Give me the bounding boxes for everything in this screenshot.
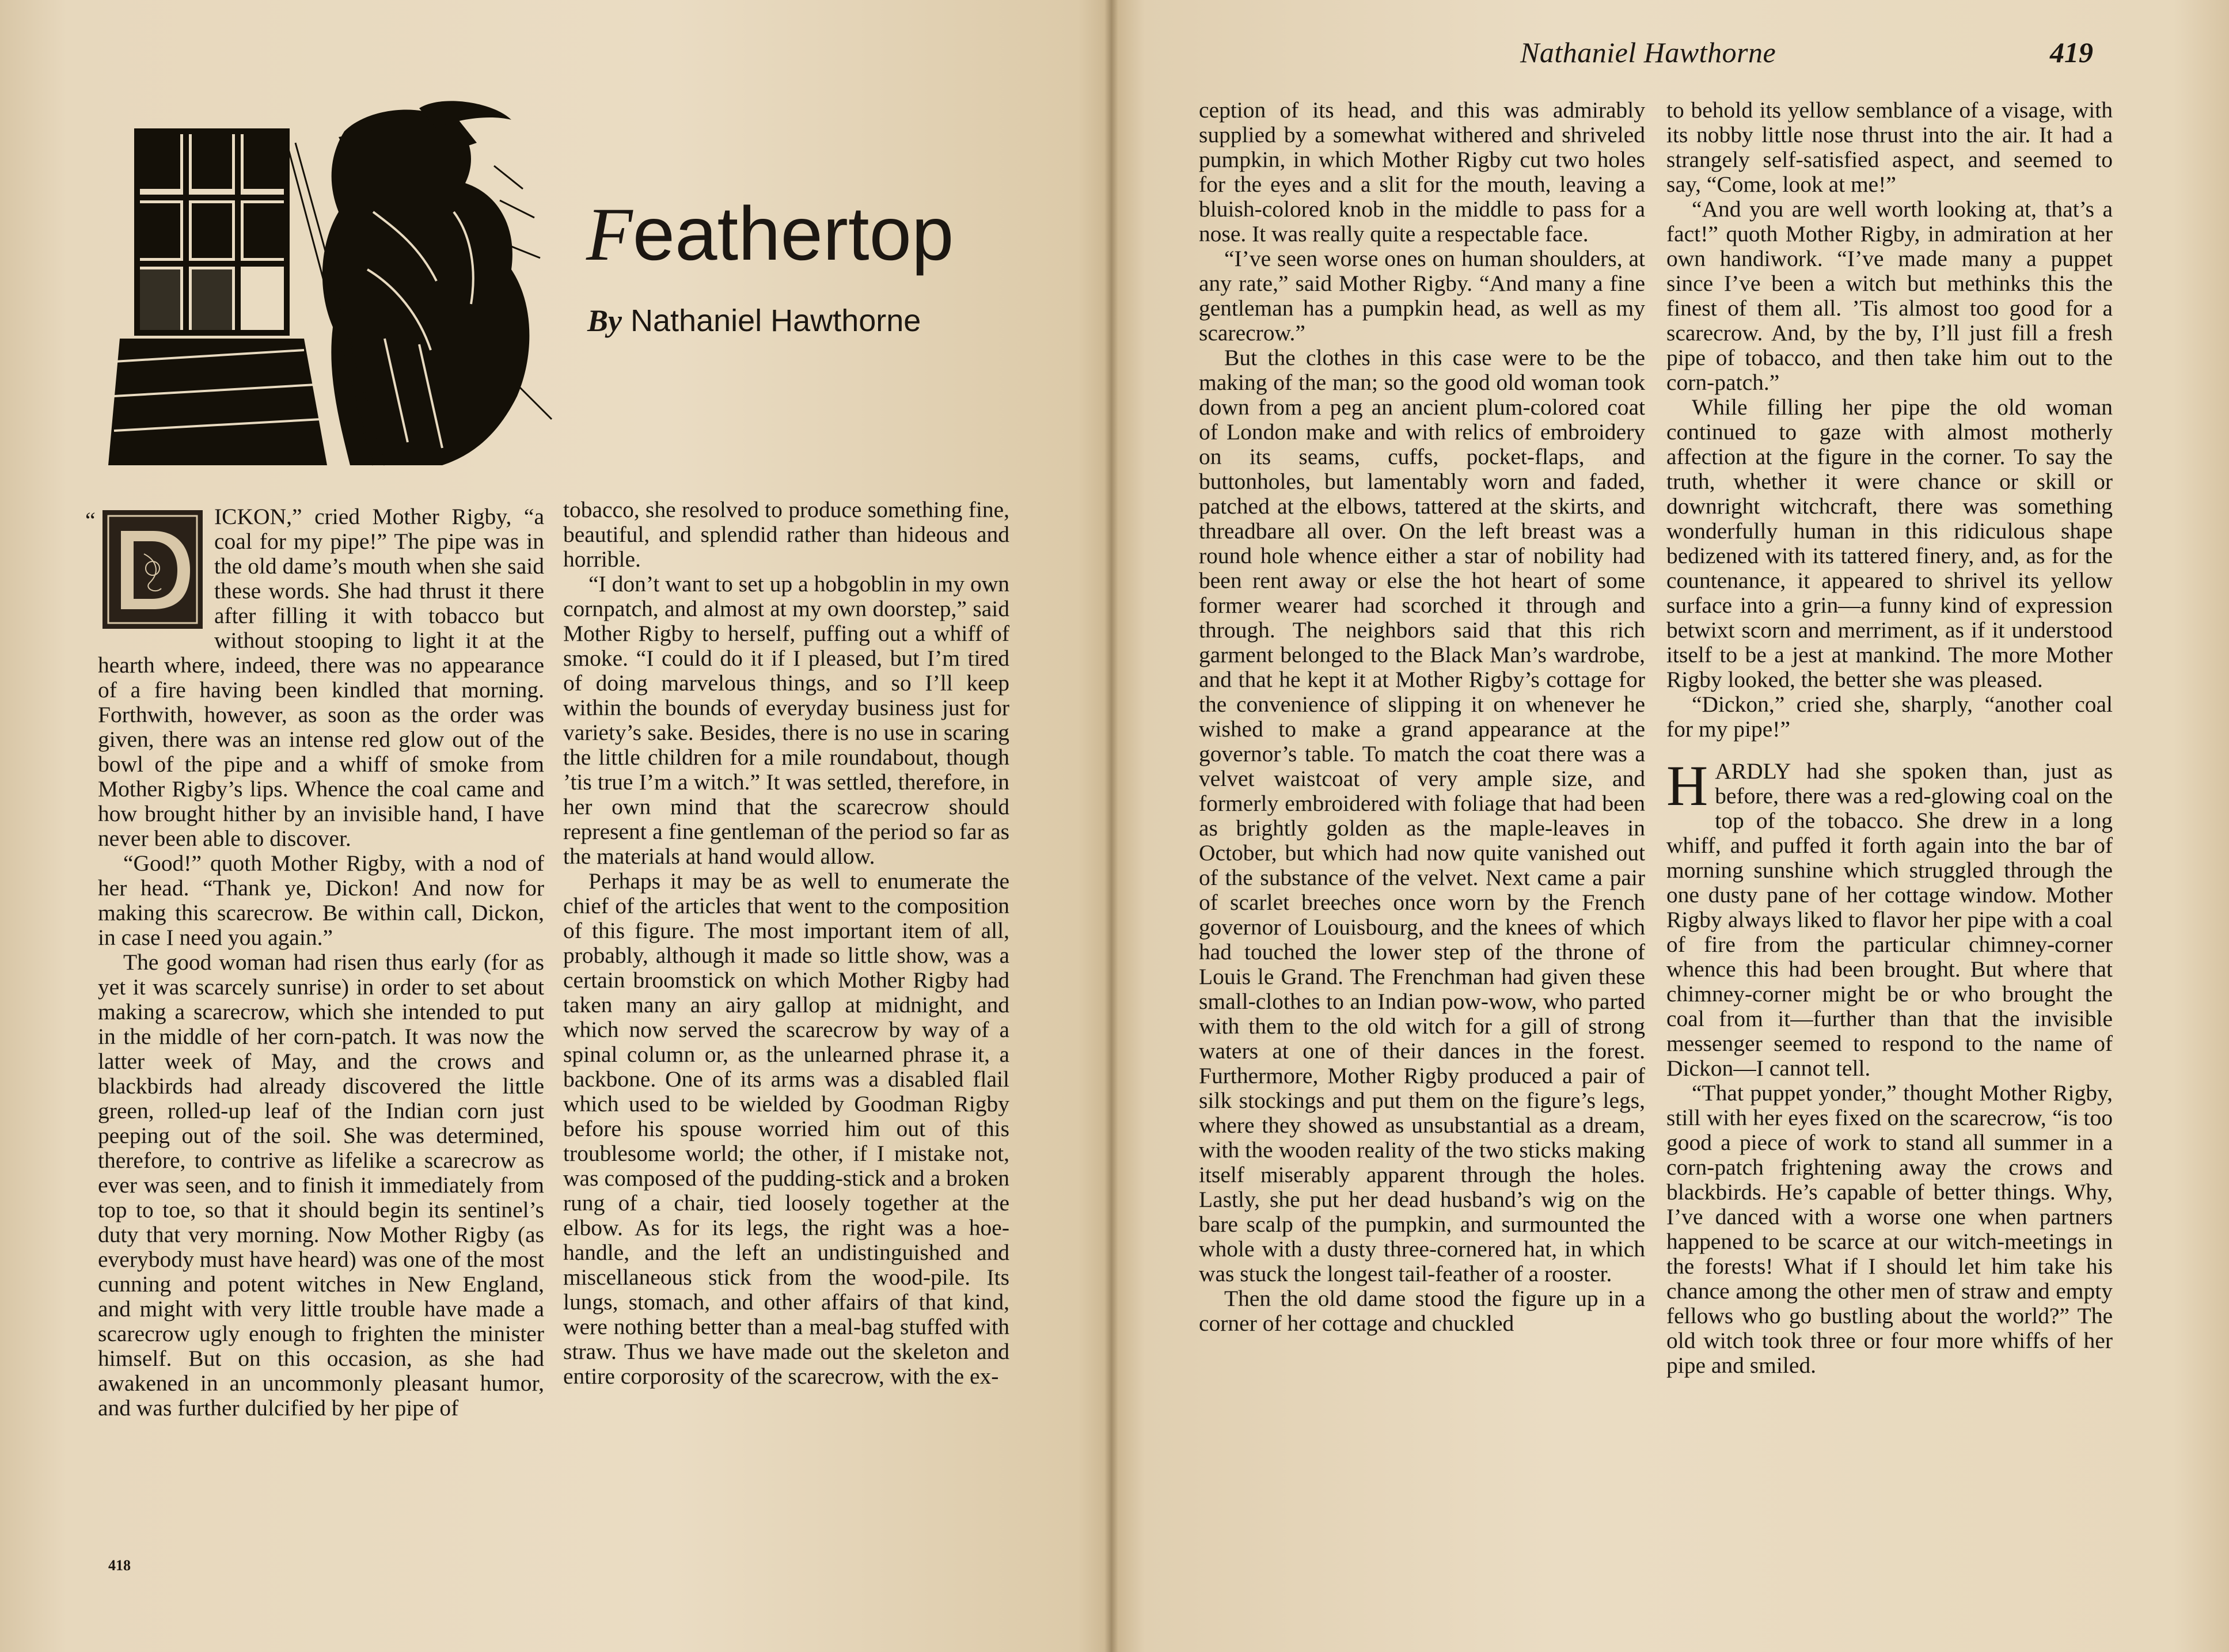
col1-para-3: The good woman had risen thus early (for as yet it was scarcely sunrise) in order to set about making a scarecrow, which she intended to put in the middle of her corn-patch. It was now the latter week of May, and the crows and blackbirds had already discovered the little green, rolled-up leaf of the Indian corn just peeping out of the soil. She was determined, therefore, to contrive as lifelike a scarecrow as ever was seen, and to finish it immediately from top to toe, so that it should begin its sentinel’s duty that very morning. Now Mother Rigby (as everybody must have heard) was one of the most cunning and potent witches in New England, and might with very little trouble have made a scarecrow ugly enough to frighten the minister himself. But on this occasion, as she had awakened in an uncommonly pleasant humor, and was further dulcified by her pipe of	[98, 950, 544, 1421]
col4-section2-para-2: “That puppet yonder,” thought Mother Rigby, still with her eyes fixed on the scarecrow, “is too good a piece of work to stand all summer in a corn-patch frightening away the crows and blackbirds. He’s capable of better things. Why, I’ve danced with a worse one when partners happened to be scarce at our witch-meetings in the forests! What if I should let him take his chance among the other men of straw and empty fellows who go bustling about the world?” The old witch took three or four more whiffs of her pipe and smiled.	[1666, 1080, 2113, 1378]
column-4	[1666, 98, 2113, 1378]
story-title	[586, 191, 1058, 276]
byline-author: Nathaniel Hawthorne	[631, 303, 921, 338]
col4-para-4: “Dickon,” cried she, sharply, “another coal for my pipe!”	[1666, 692, 2113, 742]
col4-section2-para-1	[1666, 754, 2113, 1081]
page-number-right: 419	[2050, 36, 2093, 69]
page-number-left: 418	[108, 1557, 131, 1574]
col3-para-1: ception of its head, and this was admirably supplied by a somewhat withered and shriveled pumpkin, in which Mother Rigby cut two holes for the eyes and a slit for the mouth, leaving a bluish-colored knob in the middle to pass for a nose. It was really quite a respectable face.	[1199, 97, 1645, 246]
col2-para-1: tobacco, she resolved to produce something fine, beautiful, and splendid rather than hideous and horrible.	[563, 497, 1009, 572]
column-1	[85, 504, 544, 1421]
byline	[587, 303, 1060, 339]
column-3	[1199, 98, 1645, 1336]
title-initial: F	[586, 192, 633, 276]
scarecrow-illustration	[97, 97, 569, 471]
col3-para-3: But the clothes in this case were to be the making of the man; so the good old woman took down from a peg an ancient plum-colored coat of London make and with relics of embroidery on its seams, cuffs, pocket-flaps, and buttonholes, but lamentably worn and faded, patched at the elbows, tattered at the skirts, and threadbare all over. On the left breast was a round hole whence either a star of nobility had been rent away or else the hot heart of some former wearer had scorched it through and through. The neighbors said that this rich garment belonged to the Black Man’s wardrobe, and that he kept it at Mother Rigby’s cottage for the convenience of slipping it on whenever he wished to make a grand appearance at the governor’s table. To match the coat there was a velvet waistcoat of very ample size, and formerly embroidered with foliage that had been as brightly golden as the maple-leaves in October, but which had now quite vanished out of the substance of the velvet. Next came a pair of scarlet breeches once worn by the French governor of Louisbourg, and the knees of which had touched the lower step of the throne of Louis le Grand. The Frenchman had given these small-clothes to an Indian pow-wow, who parted with them to the old witch for a gill of strong waters at one of their dances in the forest. Furthermore, Mother Rigby produced a pair of silk stockings and put them on the figure’s legs, where they showed as unsubstantial as a dream, with the wooden reality of the two sticks making itself miserably apparent through the holes. Lastly, she put her dead husband’s wig on the bare scalp of the pumpkin, and surmounted the whole with a dusty three-cornered hat, in which was stuck the longest tail-feather of a rooster.	[1199, 345, 1645, 1286]
col4-section2-para-1-text: ARDLY had she spoken than, just as before, there was a red-glowing coal on the top of the tobacco. She drew in a long whiff, and puffed it forth again into the bar of morning sunshine which struggled through the one dusty pane of her cottage window. Mother Rigby always liked to flavor her pipe with a coal of fire from the particular chimney-corner whence this had been brought. But where that chimney-corner might be or who brought the coal from it—further than that the invisible messenger seemed to respond to the name of Dickon—I cannot tell.	[1666, 758, 2113, 1081]
col4-para-3: While filling her pipe the old woman continued to gaze with almost motherly affection at the figure in the corner. To say the truth, whether it were chance or skill or downright witchcraft, there was something wonderfully human in this ridiculous shape bedizened with its tattered finery, and, as for the countenance, it appeared to shrivel its yellow surface into a grin—a funny kind of expression betwixt scorn and merriment, as if it understood itself to be a jest at mankind. The more Mother Rigby looked, the better she was pleased.	[1666, 394, 2113, 692]
section-break	[1666, 742, 2113, 759]
book-gutter	[1104, 0, 1118, 1652]
col2-para-3: Perhaps it may be as well to enumerate the chief of the articles that went to the composition of this figure. The most important item of all, probably, although it made so little show, was a certain broomstick on which Mother Rigby had taken many an airy gallop at midnight, and which now served the scarecrow by way of a spinal column or, as the unlearned phrase it, a backbone. One of its arms was a disabled flail which used to be wielded by Goodman Rigby before his spouse worried him out of this troublesome world; the other, if I mistake not, was composed of the pudding-stick and a broken rung of a chair, tied loosely together at the elbow. As for its legs, the right was a hoe-handle, and the left an undistinguished and miscellaneous stick from the wood-pile. Its lungs, stomach, and other affairs of that kind, were nothing better than a meal-bag stuffed with straw. Thus we have made out the skeleton and entire corporosity of the scarecrow, with the ex-	[563, 868, 1009, 1389]
section-initial: H	[1666, 754, 1708, 818]
dropcap-quote: “	[85, 507, 96, 533]
column-2	[563, 498, 1009, 1389]
running-head: Nathaniel Hawthorne	[1520, 36, 1776, 69]
title-rest: eathertop	[632, 191, 954, 276]
col3-para-4: Then the old dame stood the figure up in a corner of her cottage and chuckled	[1199, 1286, 1645, 1336]
col1-para-1: ICKON,” cried Mother Rigby, “a coal for my pipe!” The pipe was in the old dame’s mouth when she said these words. She had thrust it there after filling it with tobacco but without stooping to light it at the hearth where, indeed, there was no appearance of a fire having been kindled that morning. Forthwith, however, as soon as the order was given, there was an intense red glow out of the bowl of the pipe and a whiff of smoke from Mother Rigby’s lips. Whence the coal came and how brought hither by an invisible hand, I have never been able to discover.	[98, 504, 544, 851]
ornamental-dropcap	[85, 507, 205, 632]
col3-para-2: “I’ve seen worse ones on human shoulders, at any rate,” said Mother Rigby. “And many a fine gentleman has a pumpkin head, as well as my scarecrow.”	[1199, 246, 1645, 345]
col4-para-1: to behold its yellow semblance of a visage, with its nobby little nose thrust into the air. It had a strangely self-satisfied aspect, and seemed to say, “Come, look at me!”	[1666, 97, 2113, 197]
byline-by: By	[587, 303, 622, 338]
col4-para-2: “And you are well worth looking at, that’s a fact!” quoth Mother Rigby, in admiration at her own handiwork. “I’ve made many a puppet since I’ve been a witch but methinks this the finest of them all. ’Tis almost too good for a scarecrow. And, by the by, I’ll just fill a fresh pipe of tobacco, and then take him out to the corn-patch.”	[1666, 196, 2113, 395]
col1-para-2: “Good!” quoth Mother Rigby, with a nod of her head. “Thank ye, Dickon! And now for making this scarecrow. Be within call, Dickon, in case I need you again.”	[98, 850, 544, 950]
col2-para-2: “I don’t want to set up a hobgoblin in my own cornpatch, and almost at my own doorstep,” said Mother Rigby to herself, puffing out a whiff of smoke. “I could do it if I pleased, but I’m tired of doing marvelous things, and so I’ll keep within the bounds of everyday business just for variety’s sake. Besides, there is no use in scaring the little children for a mile roundabout, though ’tis true I’m a witch.” It was settled, therefore, in her own mind that the scarecrow should represent a fine gentleman of the period so far as the materials at hand would allow.	[563, 571, 1009, 869]
